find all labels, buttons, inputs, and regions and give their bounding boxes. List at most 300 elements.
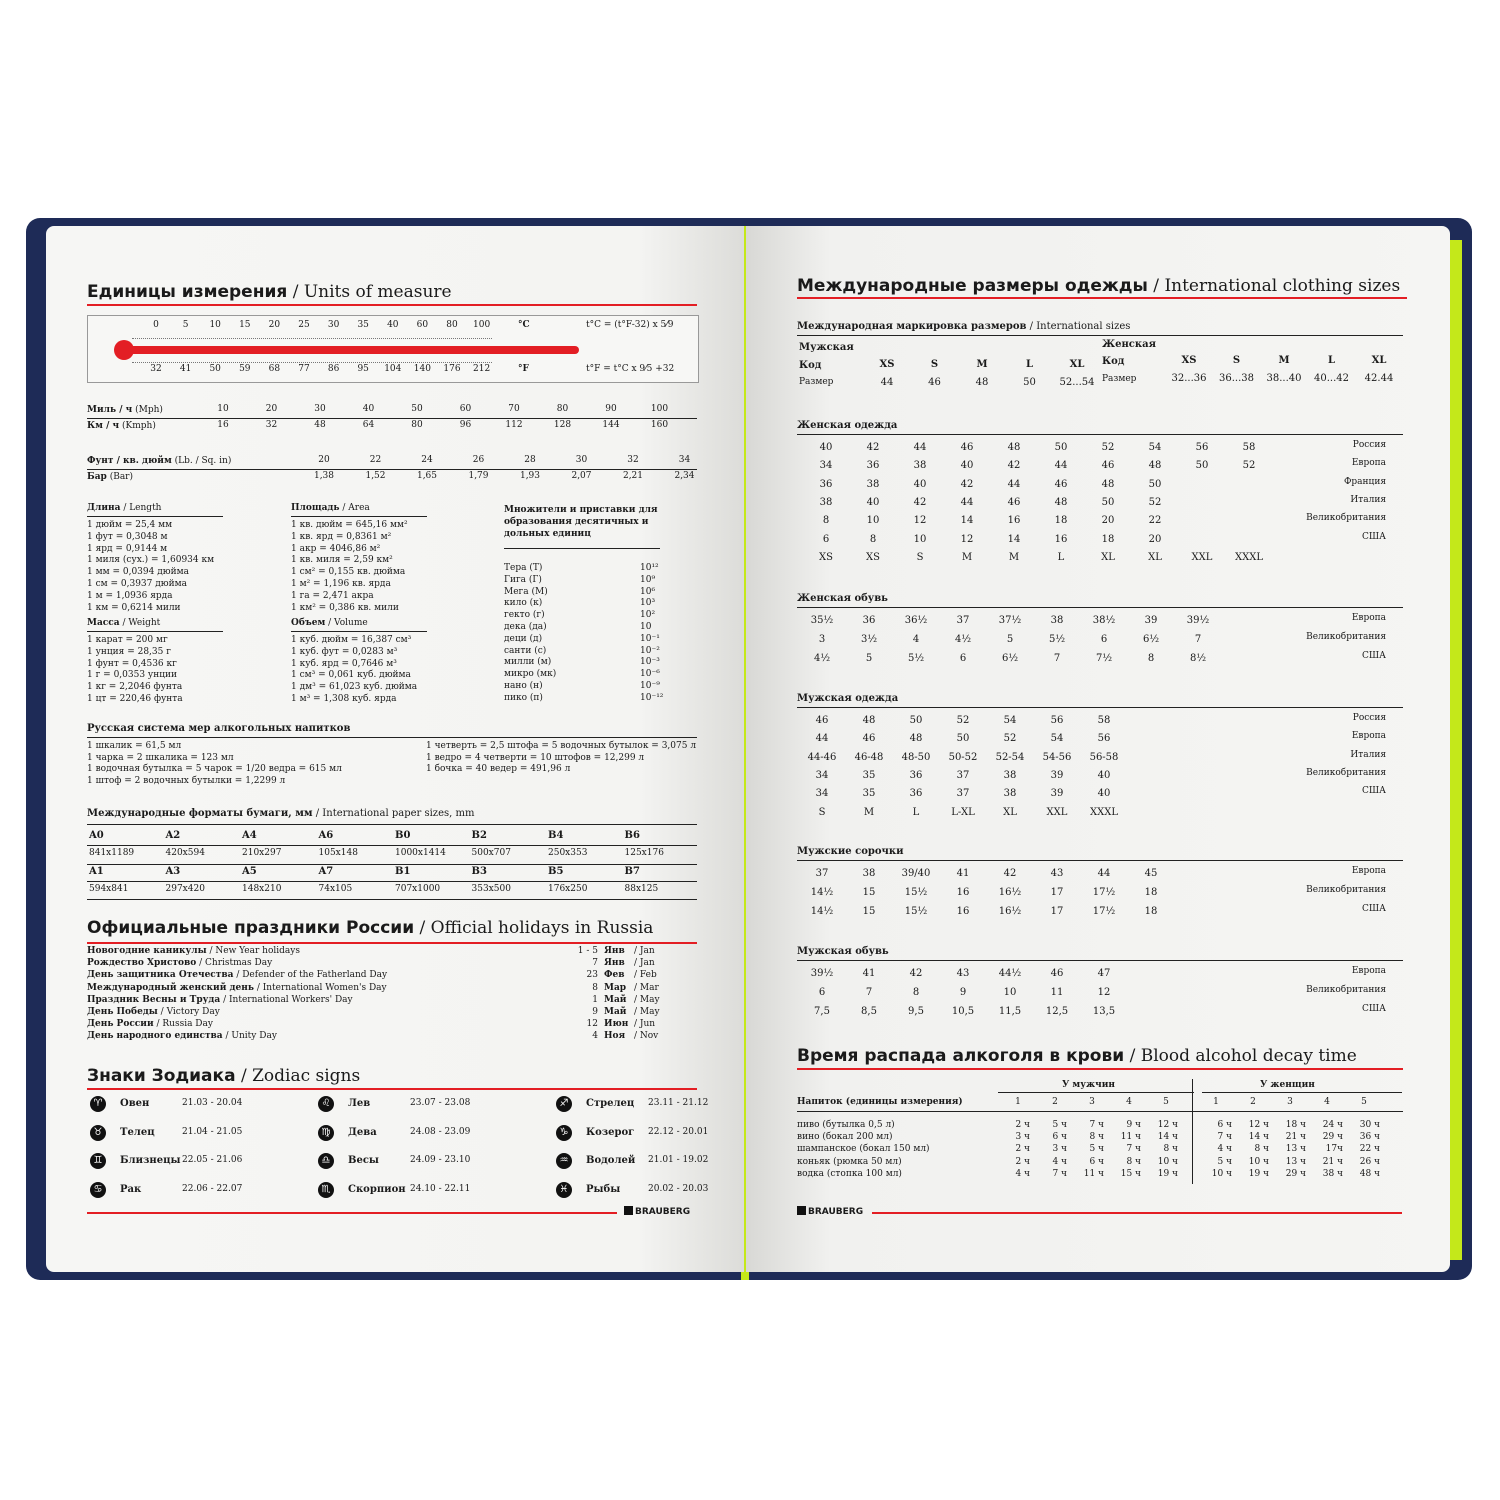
zodiac-dates: 21.03 - 20.04 — [182, 1098, 243, 1108]
holiday-day: 23 — [586, 970, 598, 981]
bar-value: 1,38 — [313, 471, 335, 481]
women-clothes-rule — [797, 434, 1403, 435]
holiday-month: Ноя — [604, 1031, 626, 1042]
size-cell: 20 — [1101, 515, 1115, 527]
women-size: 38...40 — [1266, 373, 1302, 384]
size-cell: 15 — [862, 906, 876, 917]
psi-value: 20 — [318, 455, 330, 465]
column-number: 4 — [1324, 1097, 1330, 1107]
women-hours: 21 ч — [1285, 1132, 1306, 1143]
size-cell: 16 — [1054, 533, 1068, 545]
size-cell: 9 — [959, 987, 967, 998]
drink-name: коньяк (рюмка 50 мл) — [797, 1156, 902, 1167]
fahrenheit-tick: 140 — [413, 364, 431, 374]
size-cell: 47 — [1097, 968, 1111, 979]
men-hours: 12 ч — [1157, 1120, 1178, 1130]
country-label: Европа — [1351, 458, 1386, 469]
column-number: 2 — [1250, 1097, 1256, 1107]
holiday-month: Янв — [604, 946, 625, 956]
zodiac-name: Дева — [348, 1126, 377, 1138]
fahrenheit-tick: 86 — [327, 364, 340, 374]
country-label: США — [1362, 1004, 1386, 1014]
size-cell: S — [818, 806, 826, 818]
size-cell: 56 — [1097, 733, 1111, 745]
holiday-day: 4 — [592, 1031, 598, 1042]
country-label: Европа — [1351, 966, 1386, 976]
fahrenheit-tick: 59 — [239, 364, 251, 374]
women-hours: 6 ч — [1217, 1120, 1232, 1130]
men-hours: 9 ч — [1126, 1120, 1141, 1130]
size-cell: 38 — [1003, 769, 1017, 781]
zodiac-sign-icon: ♈ — [90, 1096, 106, 1112]
fahrenheit-tick: 176 — [443, 364, 461, 374]
paper-format: B7 — [624, 866, 640, 877]
size-cell: 43 — [1050, 868, 1064, 879]
size-cell: 8½ — [1189, 653, 1207, 664]
men-size: 52...54 — [1059, 377, 1095, 388]
size-cell: 52 — [1242, 460, 1256, 472]
decay-underline — [797, 1068, 1403, 1070]
country-label: Великобритания — [1306, 985, 1386, 995]
size-label: Размер — [1102, 374, 1137, 384]
men-hours: 8 ч — [1126, 1156, 1141, 1167]
alcohol-measure: 1 четверть = 2,5 штофа = 5 водочных бутылок = 3,075 л — [426, 741, 697, 751]
women-hours: 14 ч — [1248, 1132, 1269, 1143]
prefix-value: 10⁻³ — [640, 657, 660, 668]
country-label: Великобритания — [1306, 513, 1386, 524]
size-cell: 16½ — [998, 887, 1022, 898]
women-hours: 30 ч — [1359, 1120, 1380, 1130]
size-cell: 54 — [1148, 442, 1162, 453]
zodiac-name: Лев — [348, 1098, 371, 1109]
psi-label: Фунт / кв. дюйм (Lb. / Sq. in) — [87, 456, 232, 466]
paper-size: 841x1189 — [89, 848, 135, 858]
bar-value: 2,21 — [622, 471, 644, 481]
size-cell: 37 — [956, 788, 970, 800]
country-label: Италия — [1350, 749, 1386, 760]
size-cell: 7½ — [1095, 653, 1113, 664]
size-cell: 48 — [1054, 496, 1068, 508]
celsius-unit: °C — [518, 320, 530, 330]
thermometer-scale — [87, 315, 699, 383]
zodiac-name: Овен — [120, 1098, 150, 1109]
column-separator — [1192, 1079, 1193, 1184]
men-clothes-rule — [797, 707, 1403, 708]
size-cell: 50 — [1148, 478, 1162, 490]
intl-rule — [797, 335, 1403, 336]
celsius-tick: 0 — [153, 320, 159, 330]
size-cell: 41 — [862, 968, 876, 979]
volume-item: 1 дм³ = 61,023 куб. дюйма — [291, 682, 418, 693]
holiday-name: День защитника Отечества / Defender of the Fatherland Day — [87, 970, 388, 981]
holiday-day: 1 - 5 — [577, 946, 598, 956]
size-cell: XL — [1101, 551, 1115, 563]
size-cell: 48 — [909, 733, 923, 745]
kmph-value: 64 — [362, 420, 375, 430]
size-cell: XS — [819, 551, 833, 563]
paper-format: B1 — [395, 866, 411, 877]
kmph-value: 160 — [650, 420, 669, 430]
column-number: 2 — [1052, 1097, 1058, 1107]
size-cell: 37 — [956, 769, 970, 781]
size-cell: 3½ — [860, 634, 878, 645]
area-item: 1 см² = 0,155 кв. дюйма — [291, 567, 406, 578]
holiday-month-en: / May — [634, 994, 660, 1005]
size-cell: 38½ — [1092, 615, 1116, 626]
size-cell: 5½ — [1048, 634, 1066, 645]
clothing-title: Международные размеры одежды / International clothing sizes — [797, 276, 1401, 296]
kmph-value: 80 — [411, 420, 423, 430]
title-underline — [87, 304, 697, 306]
size-cell: 10,5 — [951, 1006, 975, 1017]
length-item: 1 дюйм = 25,4 мм — [87, 520, 173, 530]
size-cell: 46 — [1007, 496, 1021, 508]
psi-value: 32 — [627, 455, 639, 465]
paper-size: 176x250 — [548, 884, 588, 894]
women-hours: 19 ч — [1248, 1168, 1269, 1179]
prefix-name: кило (к) — [504, 598, 543, 609]
zodiac-sign-icon: ♌ — [318, 1096, 334, 1112]
holiday-name: Международный женский день / International Women's Day — [87, 982, 387, 993]
men-hours: 3 ч — [1015, 1132, 1030, 1143]
area-item: 1 кв. ярд = 0,8361 м² — [291, 531, 392, 542]
women-hours: 29 ч — [1322, 1132, 1343, 1143]
size-cell: 43 — [956, 968, 970, 979]
men-hours: 6 ч — [1089, 1156, 1104, 1167]
ticks-bottom — [132, 356, 492, 363]
prefix-value: 10⁻⁹ — [640, 681, 660, 691]
size-cell: 14 — [960, 515, 974, 527]
size-cell: 7 — [1194, 634, 1202, 645]
holiday-month: Мар — [604, 982, 627, 993]
size-cell: 46 — [1101, 460, 1115, 472]
bar-label: Бар (Bar) — [87, 472, 133, 482]
right-edge-band — [1450, 240, 1462, 1260]
holiday-month: Июн — [604, 1019, 629, 1030]
women-hours: 48 ч — [1359, 1168, 1380, 1179]
zodiac-dates: 23.07 - 23.08 — [410, 1098, 471, 1108]
prefix-value: 10⁻² — [640, 645, 660, 656]
fahrenheit-tick: 212 — [473, 364, 491, 374]
fahrenheit-tick: 50 — [209, 364, 221, 374]
bar-value: 2,07 — [571, 471, 592, 481]
size-cell: L — [912, 806, 920, 818]
size-cell: 48-50 — [901, 751, 931, 763]
size-cell: 16 — [1007, 515, 1021, 527]
zodiac-sign-icon: ♉ — [90, 1125, 106, 1141]
prefix-name: санти (с) — [504, 645, 547, 656]
zodiac-name: Телец — [120, 1126, 155, 1138]
size-cell: 44 — [1054, 460, 1068, 472]
size-cell: 8 — [912, 987, 920, 998]
psi-value: 28 — [524, 455, 536, 465]
holiday-month-en: / Mar — [634, 982, 659, 993]
size-cell: 11,5 — [998, 1006, 1022, 1017]
size-cell: L-XL — [951, 806, 975, 818]
size-cell: 38 — [819, 496, 833, 508]
holiday-day: 12 — [586, 1019, 598, 1030]
holiday-month: Май — [604, 994, 627, 1005]
size-cell: 42 — [909, 968, 923, 979]
length-item: 1 м = 1,0936 ярда — [87, 590, 173, 601]
prefix-title: Множители и приставки для образования десятичных и дольных единиц — [504, 505, 658, 539]
formula-c: t°C = (t°F-32) x 5⁄9 — [586, 320, 674, 330]
size-cell: 18 — [1144, 887, 1158, 898]
paper-format: B2 — [471, 830, 487, 841]
men-hours: 2 ч — [1015, 1120, 1030, 1130]
column-number: 5 — [1163, 1097, 1169, 1107]
paper-format: A5 — [242, 866, 257, 877]
prefix-value: 10³ — [640, 598, 656, 609]
size-cell: XXXL — [1235, 551, 1263, 563]
zodiac-dates: 20.02 - 20.03 — [648, 1183, 709, 1194]
size-cell: 41 — [956, 868, 970, 879]
size-cell: 58 — [1097, 715, 1111, 726]
prefix-value: 10⁶ — [640, 586, 656, 597]
area-item: 1 кв. миля = 2,59 км² — [291, 555, 393, 566]
zodiac-dates: 24.08 - 23.09 — [410, 1126, 471, 1137]
size-cell: 52 — [1101, 442, 1115, 453]
celsius-tick: 10 — [209, 320, 221, 330]
length-item: 1 фут = 0,3048 м — [87, 531, 168, 542]
zodiac-sign-icon: ♋ — [90, 1182, 106, 1198]
size-cell: 6 — [1100, 634, 1108, 645]
length-title: Длина / Length — [87, 503, 162, 513]
size-cell: 15½ — [904, 906, 928, 917]
size-cell: 18 — [1054, 515, 1068, 527]
celsius-tick: 80 — [446, 320, 458, 330]
kmph-label: Км / ч (Kmph) — [87, 421, 156, 431]
alcohol-measures-title: Русская система мер алкогольных напитков — [87, 723, 351, 734]
size-cell: 48 — [1148, 460, 1162, 472]
size-cell: 8 — [822, 515, 830, 527]
mass-item: 1 кг = 2,2046 фунта — [87, 682, 183, 693]
code-label: Код — [1102, 356, 1125, 367]
volume-rule — [291, 631, 427, 632]
size-cell: 10 — [1003, 987, 1017, 998]
country-label: США — [1362, 904, 1386, 914]
column-number: 1 — [1213, 1097, 1219, 1107]
size-cell: 42 — [960, 478, 974, 490]
prefix-value: 10 — [640, 622, 652, 632]
paper-format: A7 — [318, 866, 334, 877]
zodiac-sign-icon: ♏ — [318, 1182, 334, 1198]
paper-size: 420x594 — [165, 848, 205, 858]
length-item: 1 ярд = 0,9144 м — [87, 543, 168, 554]
size-cell: 15½ — [904, 887, 928, 898]
men-code: S — [930, 359, 939, 370]
paper-format: A1 — [89, 866, 104, 877]
size-cell: 42 — [1003, 868, 1017, 879]
length-item: 1 мм = 0,0394 дюйма — [87, 567, 189, 578]
volume-item: 1 см³ = 0,061 куб. дюйма — [291, 670, 411, 681]
men-size: 48 — [975, 377, 989, 388]
fahrenheit-tick: 32 — [150, 364, 162, 374]
paper-format: A0 — [89, 830, 104, 841]
size-cell: 35 — [862, 788, 876, 800]
prefix-name: деци (д) — [504, 633, 543, 644]
men-hours: 10 ч — [1157, 1156, 1178, 1167]
right-page — [746, 226, 1450, 1272]
prefix-value: 10⁹ — [640, 574, 656, 585]
holiday-name: Новогодние каникулы / New Year holidays — [87, 946, 300, 956]
size-cell: 34 — [819, 460, 833, 472]
size-cell: 5 — [865, 653, 873, 664]
men-shirts-rule — [797, 860, 1403, 861]
size-cell: 50 — [1054, 442, 1068, 453]
zodiac-title: Знаки Зодиака / Zodiac signs — [87, 1066, 361, 1086]
size-cell: 44 — [1007, 478, 1021, 490]
size-cell: 16 — [956, 906, 970, 917]
size-cell: 46 — [862, 733, 876, 745]
size-cell: 15 — [862, 887, 876, 898]
mass-item: 1 г = 0,0353 унции — [87, 670, 177, 681]
size-cell: 52 — [1003, 733, 1017, 745]
women-shoes-title: Женская обувь — [797, 593, 888, 604]
men-clothes-title: Мужская одежда — [797, 693, 899, 704]
size-cell: XXL — [1046, 806, 1068, 818]
women-code: XL — [1371, 355, 1387, 366]
zodiac-dates: 23.11 - 21.12 — [648, 1098, 709, 1108]
paper-format: B3 — [471, 866, 487, 877]
zodiac-dates: 22.05 - 21.06 — [182, 1155, 243, 1165]
men-hours: 8 ч — [1089, 1132, 1104, 1143]
size-cell: 54 — [1050, 733, 1064, 745]
size-cell: 13,5 — [1092, 1006, 1116, 1017]
celsius-tick: 15 — [239, 320, 251, 330]
country-label: США — [1362, 531, 1386, 542]
size-cell: 37 — [815, 868, 829, 879]
brand-logo: BRAUBERG — [624, 1206, 690, 1217]
country-label: Италия — [1350, 494, 1386, 505]
zodiac-sign-icon: ♑ — [556, 1125, 572, 1141]
size-cell: L — [1057, 551, 1065, 563]
holiday-month: Янв — [604, 958, 625, 969]
size-cell: 3 — [818, 634, 826, 645]
holiday-month-en: / May — [634, 1007, 660, 1017]
zodiac-sign-icon: ♐ — [556, 1096, 572, 1112]
country-label: Россия — [1352, 713, 1386, 723]
decay-title: Время распада алкоголя в крови / Blood alcohol decay time — [797, 1046, 1357, 1066]
paper-size: 148x210 — [242, 884, 282, 894]
women-size: 42.44 — [1364, 373, 1394, 384]
size-cell: 8 — [1147, 653, 1155, 664]
size-cell: 46-48 — [854, 751, 884, 763]
size-cell: 22 — [1148, 515, 1162, 527]
women-hours: 10 ч — [1248, 1156, 1269, 1167]
kmph-value: 16 — [217, 420, 229, 430]
column-number: 4 — [1126, 1097, 1132, 1107]
size-cell: 48 — [1101, 478, 1115, 490]
size-cell: 7,5 — [814, 1006, 830, 1017]
size-cell: 9,5 — [908, 1006, 924, 1017]
size-cell: 36 — [866, 460, 880, 472]
men-code: XL — [1069, 359, 1085, 370]
holiday-month-en: / Jun — [634, 1019, 656, 1030]
size-cell: 14½ — [810, 887, 834, 898]
holiday-day: 7 — [592, 958, 598, 969]
size-cell: 4 — [912, 634, 920, 645]
size-cell: 40 — [913, 478, 927, 490]
area-item: 1 акр = 4046,86 м² — [291, 543, 381, 554]
size-cell: 40 — [866, 496, 880, 508]
intl-title: Международная маркировка размеров / International sizes — [797, 321, 1131, 332]
holidays-title: Официальные праздники России / Official holidays in Russia — [87, 918, 654, 938]
paper-format: B0 — [395, 830, 411, 841]
holiday-name: День Победы / Victory Day — [87, 1007, 220, 1017]
men-shoes-rule — [797, 960, 1403, 961]
thermometer-fill — [128, 346, 579, 354]
size-cell: 38 — [1050, 615, 1064, 626]
size-cell: 52 — [1148, 496, 1162, 508]
mass-item: 1 цт = 220,46 фунта — [87, 694, 183, 704]
mph-value: 10 — [217, 404, 229, 414]
size-cell: 36 — [909, 769, 923, 781]
country-label: Европа — [1351, 731, 1386, 742]
women-hours: 18 ч — [1285, 1120, 1306, 1130]
prefix-value: 10² — [640, 610, 656, 621]
prefix-value: 10⁻¹² — [640, 692, 664, 703]
zodiac-name: Близнецы — [120, 1155, 181, 1166]
prefix-name: дека (да) — [504, 622, 547, 632]
women-size: 32...36 — [1171, 373, 1207, 384]
size-cell: 4½ — [954, 634, 972, 645]
country-label: США — [1362, 651, 1386, 661]
celsius-tick: 35 — [357, 320, 369, 330]
size-cell: 6 — [818, 987, 826, 998]
zodiac-dates: 22.06 - 22.07 — [182, 1183, 243, 1194]
women-hours: 24 ч — [1322, 1120, 1343, 1130]
holiday-day: 9 — [592, 1007, 598, 1017]
men-shirts-title: Мужские сорочки — [797, 846, 904, 857]
area-item: 1 км² = 0,386 кв. мили — [291, 602, 399, 613]
prefix-name: нано (н) — [504, 681, 543, 691]
kmph-value: 144 — [602, 420, 620, 430]
men-hours: 11 ч — [1083, 1168, 1104, 1179]
prefix-value: 10⁻¹ — [640, 633, 660, 644]
size-cell: 5½ — [907, 653, 925, 664]
size-cell: 36 — [909, 788, 923, 800]
zodiac-name: Рыбы — [586, 1183, 621, 1195]
size-cell: 38 — [1003, 788, 1017, 800]
men-label: Мужская — [799, 342, 854, 353]
men-hours: 14 ч — [1157, 1132, 1178, 1143]
size-cell: 38 — [913, 460, 927, 472]
women-code: XS — [1181, 355, 1197, 366]
women-header-rule — [1202, 1092, 1402, 1093]
volume-title: Объем / Volume — [291, 618, 368, 628]
paper-title: Международные форматы бумаги, мм / International paper sizes, mm — [87, 808, 475, 819]
size-cell: 45 — [1144, 868, 1158, 879]
paper-row-rule — [87, 845, 697, 846]
men-hours: 19 ч — [1157, 1168, 1178, 1179]
mph-label: Миль / ч (Mph) — [87, 405, 163, 415]
mph-value: 70 — [508, 404, 520, 414]
paper-row-rule — [87, 881, 697, 882]
size-cell: XL — [1003, 806, 1017, 818]
size-cell: 18 — [1101, 533, 1115, 545]
size-cell: XXXL — [1090, 806, 1118, 818]
women-hours: 36 ч — [1359, 1132, 1380, 1143]
volume-item: 1 куб. фут = 0,0283 м³ — [291, 646, 398, 657]
size-cell: 36½ — [904, 615, 928, 626]
paper-size: 353x500 — [471, 884, 511, 894]
drink-name: пиво (бутылка 0,5 л) — [797, 1120, 895, 1130]
holiday-month-en: / Nov — [634, 1031, 659, 1042]
men-code: M — [976, 359, 988, 370]
alcohol-measure: 1 водочная бутылка = 5 чарок = 1/20 ведра = 615 мл — [87, 764, 342, 774]
volume-item: 1 куб. ярд = 0,7646 м³ — [291, 658, 397, 669]
